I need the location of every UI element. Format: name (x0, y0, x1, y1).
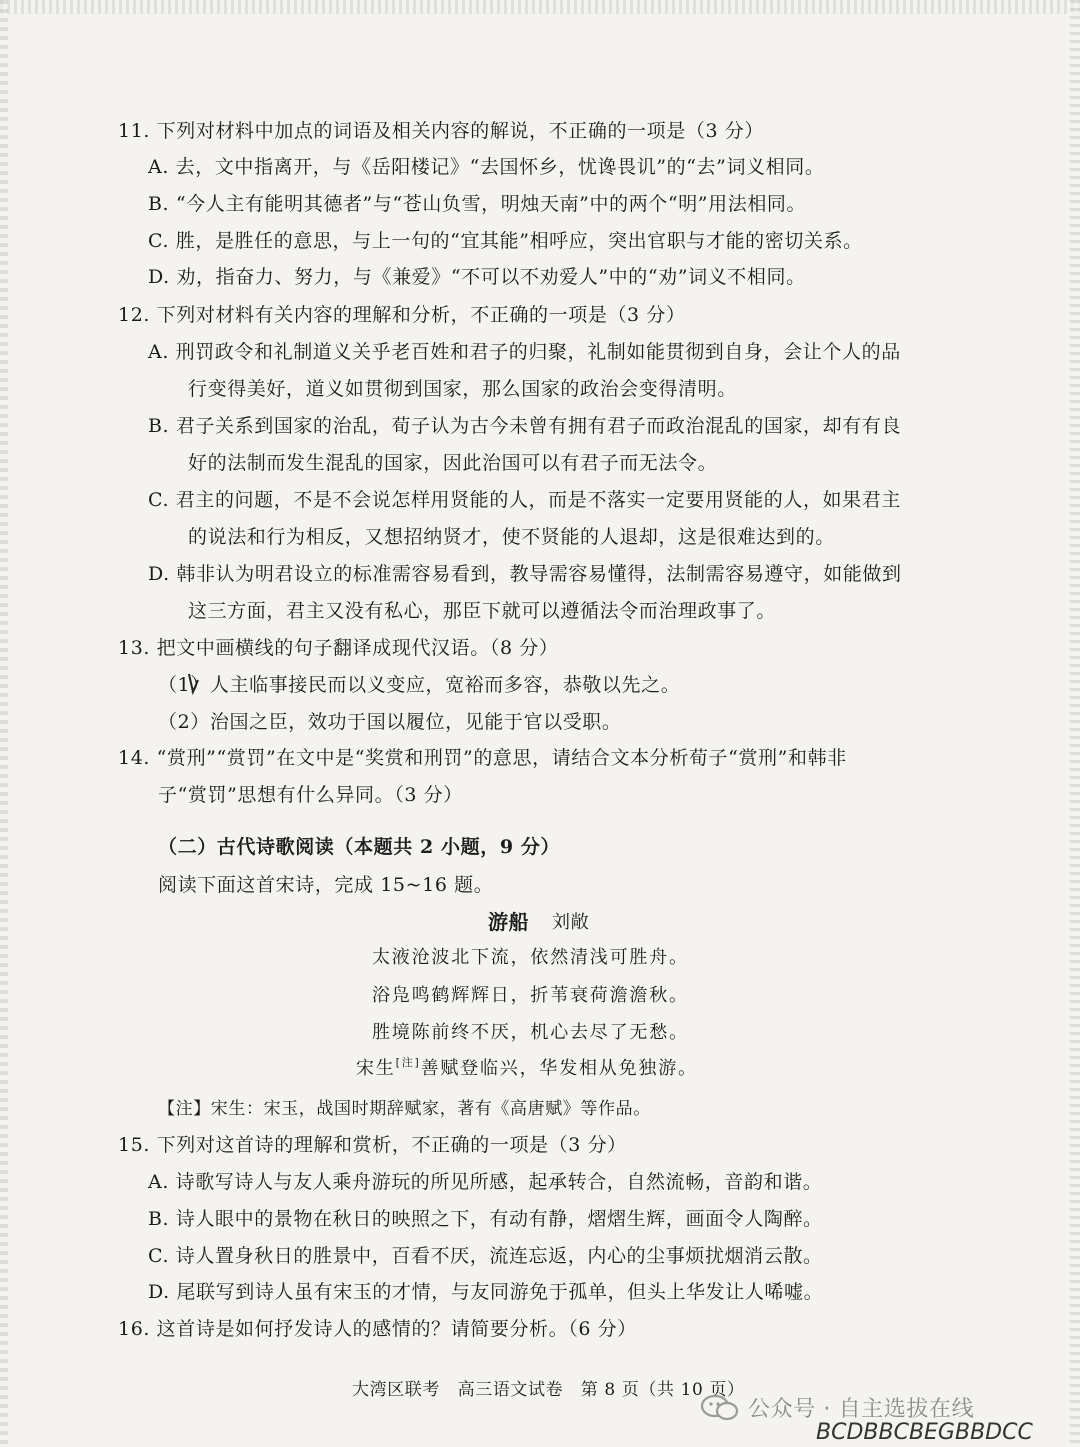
poem-line-3: 胜境陈前终不厌，机心去尽了无愁。 (372, 1022, 689, 1043)
q16-stem: 16. 这首诗是如何抒发诗人的感情的？请简要分析。（6 分） (118, 1318, 637, 1340)
section-lead: 阅读下面这首宋诗，完成 15~16 题。 (158, 874, 494, 896)
q12-option-b-line2: 好的法制而发生混乱的国家，因此治国可以有君子而无法令。 (188, 452, 718, 474)
poem-title: 游船 (488, 910, 530, 934)
pen-mark-icon (186, 672, 200, 696)
q12-option-d-line1: D. 韩非认为明君设立的标准需容易看到，教导需容易懂得，法制需容易遵守，如能做到 (148, 563, 902, 585)
q15-option-c: C. 诗人置身秋日的胜景中，百看不厌，流连忘返，内心的尘事烦扰烟消云散。 (148, 1245, 823, 1267)
q13-stem: 13. 把文中画横线的句子翻译成现代汉语。（8 分） (118, 637, 559, 659)
poem-line-4-start: 宋生 (356, 1058, 396, 1079)
poem-line-4 (356, 1054, 698, 1080)
q12-option-a-line1: A. 刑罚政令和礼制道义关乎老百姓和君子的归聚，礼制如能贯彻到自身，会让个人的品 (148, 341, 901, 363)
q12-option-d-line2: 这三方面，君主又没有私心，那臣下就可以遵循法令而治理政事了。 (188, 600, 777, 622)
poem-note-marker: [注] (395, 1056, 421, 1069)
q15-stem: 15. 下列对这首诗的理解和赏析，不正确的一项是（3 分） (118, 1134, 627, 1156)
q12-stem: 12. 下列对材料有关内容的理解和分析，不正确的一项是（3 分） (118, 304, 686, 326)
q11-option-a: A. 去，文中指离开，与《岳阳楼记》“去国怀乡，忧谗畏讥”的“去”词义相同。 (148, 156, 825, 178)
q12-option-c-line2: 的说法和行为相反，又想招纳贤才，使不贤能的人退却，这是很难达到的。 (188, 526, 835, 548)
q13-sentence-1: （1）人主临事接民而以义变应，宽裕而多容，恭敬以先之。 (158, 674, 681, 696)
q13-sentence-2: （2）治国之臣，效功于国以履位，见能于官以受职。 (158, 711, 622, 733)
handwritten-answer-code: BCDBBCBEGBBDCC (816, 1420, 1033, 1445)
q14-line1: 14. “赏刑”“赏罚”在文中是“奖赏和刑罚”的意思，请结合文本分析荀子“赏刑”和韩非 (118, 747, 847, 769)
section-title: （二）古代诗歌阅读（本题共 2 小题，9 分） (158, 836, 561, 858)
q11-option-c: C. 胜，是胜任的意思，与上一句的“宜其能”相呼应，突出官职与才能的密切关系。 (148, 230, 863, 252)
poem-line-1: 太液沧波北下流，依然清浅可胜舟。 (372, 947, 689, 968)
q15-option-b: B. 诗人眼中的景物在秋日的映照之下，有动有静，熠熠生辉，画面令人陶醉。 (148, 1208, 823, 1230)
q11-stem: 11. 下列对材料中加点的词语及相关内容的解说，不正确的一项是（3 分） (118, 120, 764, 142)
poem-line-2: 浴凫鸣鹤辉辉日，折苇衰荷澹澹秋。 (372, 985, 689, 1006)
q15-option-a: A. 诗歌写诗人与友人乘舟游玩的所见所感，起承转合，自然流畅，音韵和谐。 (148, 1171, 823, 1193)
watermark-brand: 公众号 · 自主选拔在线 (748, 1397, 975, 1422)
poem-note: 【注】宋生：宋玉，战国时期辞赋家，著有《高唐赋》等作品。 (158, 1099, 651, 1119)
poem-author: 刘敞 (552, 912, 590, 933)
q12-option-a-line2: 行变得美好，道义如贯彻到国家，那么国家的政治会变得清明。 (188, 378, 737, 400)
scan-edge-right (1070, 0, 1080, 1447)
scan-edge-left (0, 0, 8, 1447)
wechat-icon (700, 1393, 740, 1423)
scan-edge-top (0, 0, 1080, 14)
page-footer: 大湾区联考 高三语文试卷 第 8 页（共 10 页） (352, 1380, 745, 1400)
q12-option-b-line1: B. 君子关系到国家的治乱，荀子认为古今未曾有拥有君子而政治混乱的国家，却有有良 (148, 415, 902, 437)
q12-option-c-line1: C. 君主的问题，不是不会说怎样用贤能的人，而是不落实一定要用贤能的人，如果君主 (148, 489, 901, 511)
q11-option-b: B. “今人主有能明其德者”与“苍山负雪，明烛天南”中的两个“明”用法相同。 (148, 193, 807, 215)
q14-line2: 子“赏罚”思想有什么异同。（3 分） (158, 784, 463, 806)
q11-option-d: D. 劝，指奋力、努力，与《兼爱》“不可以不劝爱人”中的“劝”词义不相同。 (148, 266, 806, 288)
poem-line-4-end: 善赋登临兴，华发相从免独游。 (420, 1058, 698, 1079)
q15-option-d: D. 尾联写到诗人虽有宋玉的才情，与友同游免于孤单，但头上华发让人唏嘘。 (148, 1281, 824, 1303)
